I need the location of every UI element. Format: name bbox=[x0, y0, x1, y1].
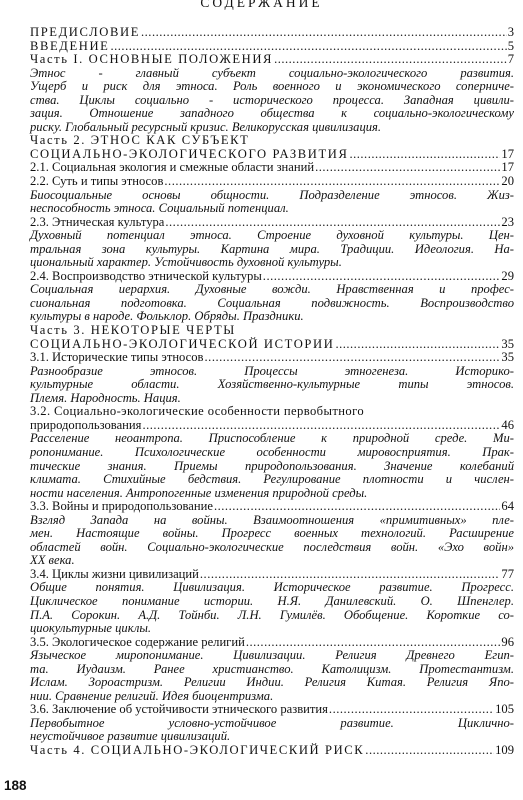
annotation-line: П.А. Сорокин. А.Д. Тойнби. Л.Н. Гумилёв. Обобщение. Короткие со- bbox=[30, 607, 514, 622]
annotation-line: мен. Настоящие войны. Прогресс военных технологий. Расширение bbox=[30, 526, 514, 541]
annotation-line: ности населения. Антропогенные изменения природной среды. bbox=[30, 485, 368, 500]
dot-leader bbox=[246, 636, 501, 650]
toc-entry[interactable] bbox=[30, 351, 514, 365]
annotation-line: неустойчивое развитие цивилизаций. bbox=[30, 729, 231, 744]
toc-entry[interactable] bbox=[30, 161, 514, 175]
dot-leader bbox=[141, 26, 507, 40]
toc-entry[interactable] bbox=[30, 148, 514, 162]
annotation-line: Биосоциальные основы общности. Подразделение этносов. Жиз- bbox=[30, 187, 514, 202]
toc-entry-label: ПРЕДИСЛОВИЕ bbox=[30, 25, 140, 39]
annotation-line: XX века. bbox=[30, 553, 75, 568]
toc-annotation bbox=[30, 229, 514, 270]
annotation-line: Духовный потенциал этноса. Строение духовной культуры. Цен- bbox=[30, 228, 514, 243]
annotation-line: Этнос - главный субъект социально-экологического развития. bbox=[30, 65, 514, 80]
toc-entry[interactable] bbox=[30, 703, 514, 717]
toc-entry-label: Часть 4. СОЦИАЛЬНО-ЭКОЛОГИЧЕСКИЙ РИСК bbox=[30, 742, 365, 757]
toc-entry[interactable] bbox=[30, 175, 514, 189]
dot-leader bbox=[164, 175, 500, 189]
annotation-line: Ислам. Зороастризм. Религии Индии. Религия Китая. Религия Япо- bbox=[30, 675, 514, 690]
toc-entry-page: 35 bbox=[501, 336, 514, 351]
toc-entry-page: 46 bbox=[501, 417, 514, 432]
page-number: 188 bbox=[4, 778, 27, 793]
toc-entry-page: 5 bbox=[507, 38, 514, 53]
page-title: СОДЕРЖАНИЕ bbox=[200, 0, 323, 10]
annotation-line: Племя. Народность. Нация. bbox=[30, 390, 181, 405]
toc-heading-line: Часть 2. ЭТНОС КАК СУБЪЕКТ bbox=[30, 133, 250, 148]
toc-entry[interactable] bbox=[30, 636, 514, 650]
toc-entry-page: 3 bbox=[507, 25, 514, 39]
annotation-line: циокультурные циклы. bbox=[30, 621, 152, 636]
toc-entry-page: 17 bbox=[501, 160, 514, 175]
dot-leader bbox=[365, 744, 494, 758]
annotation-line: Расселение неоантропа. Приспособление к природной среде. Ми- bbox=[30, 431, 514, 446]
toc-entry-page: 23 bbox=[501, 214, 514, 229]
toc-entry-label: 2.2. Суть и типы этносов bbox=[30, 174, 164, 189]
toc-annotation bbox=[30, 432, 514, 500]
toc-annotation bbox=[30, 67, 514, 135]
toc-entry-label: Часть I. ОСНОВНЫЕ ПОЛОЖЕНИЯ bbox=[30, 52, 274, 67]
toc-entry-page: 105 bbox=[495, 702, 514, 717]
dot-leader bbox=[200, 568, 501, 582]
toc-entry-label: 3.3. Войны и природопользование bbox=[30, 499, 213, 514]
annotation-line: областей войн. Социально-экологические последствия войн. «Эхо войн» bbox=[30, 539, 514, 554]
toc-annotation bbox=[30, 365, 514, 406]
toc-entry-page: 20 bbox=[501, 174, 514, 189]
annotation-line: культуры в народе. Фольклор. Обряды. Праздники. bbox=[30, 309, 304, 324]
toc-entry-label: 3.1. Исторические типы этносов bbox=[30, 350, 204, 365]
toc-entry-page: 17 bbox=[501, 146, 514, 161]
dot-leader bbox=[110, 40, 506, 54]
toc-entry[interactable] bbox=[30, 40, 514, 54]
toc-entry-page: 109 bbox=[495, 742, 514, 757]
toc-entry-page: 64 bbox=[501, 499, 514, 514]
toc-annotation bbox=[30, 717, 514, 744]
dot-leader bbox=[315, 161, 500, 175]
dot-leader bbox=[263, 270, 501, 284]
annotation-line: тические знания. Приемы природопользования. Значение колебаний bbox=[30, 458, 514, 473]
annotation-line: ства. Циклы социально - исторического процесса. Западная цивили- bbox=[30, 92, 514, 107]
toc-annotation bbox=[30, 649, 514, 703]
annotation-line: риску. Глобальный ресурсный кризис. Великорусская цивилизация. bbox=[30, 119, 382, 134]
annotation-line: циональный характер. Устойчивость духовной культуры. bbox=[30, 255, 342, 270]
dot-leader bbox=[335, 338, 500, 352]
annotation-line: тральная зона культуры. Картина мира. Традиции. Идеология. На- bbox=[30, 241, 514, 256]
toc-entry-label: СОЦИАЛЬНО-ЭКОЛОГИЧЕСКОЙ ИСТОРИИ bbox=[30, 336, 335, 351]
toc-entry-label: 3.6. Заключение об устойчивости этнического развития bbox=[30, 702, 328, 717]
annotation-line: сиональная подготовка. Социальная подвижность. Воспроизводство bbox=[30, 295, 514, 310]
annotation-line: неспособность этноса. Социальный потенциал. bbox=[30, 201, 289, 216]
dot-leader bbox=[329, 703, 494, 717]
annotation-line: Разнообразие этносов. Процессы этногенеза. Историко- bbox=[30, 363, 514, 378]
toc-entry-label: СОЦИАЛЬНО-ЭКОЛОГИЧЕСКОГО РАЗВИТИЯ bbox=[30, 146, 349, 161]
toc-heading-line: Часть 3. НЕКОТОРЫЕ ЧЕРТЫ bbox=[30, 323, 236, 338]
annotation-line: та. Иудаизм. Ранее христианство. Католицизм. Протестантизм. bbox=[30, 661, 514, 676]
dot-leader bbox=[205, 351, 501, 365]
table-of-contents bbox=[30, 26, 514, 758]
toc-entry-label: 2.3. Этническая культура bbox=[30, 214, 165, 229]
dot-leader bbox=[142, 419, 500, 433]
toc-entry[interactable] bbox=[30, 216, 514, 230]
toc-entry-label: 2.1. Социальная экология и смежные области знаний bbox=[30, 160, 315, 175]
dot-leader bbox=[274, 53, 507, 67]
annotation-line: Взгляд Запада на войны. Взаимоотношения «примитивных» пле- bbox=[30, 512, 514, 527]
annotation-line: Первобытное условно-устойчивое развитие. Циклично- bbox=[30, 715, 514, 730]
toc-entry-page: 35 bbox=[501, 350, 514, 365]
toc-entry-label: ВВЕДЕНИЕ bbox=[30, 38, 110, 53]
toc-heading-line: 3.2. Социально-экологические особенности первобытного bbox=[30, 404, 365, 419]
toc-entry[interactable] bbox=[30, 26, 514, 40]
toc-annotation bbox=[30, 581, 514, 635]
toc-entry-page: 96 bbox=[501, 634, 514, 649]
dot-leader bbox=[349, 148, 500, 162]
toc-entry[interactable] bbox=[30, 270, 514, 284]
annotation-line: Социальная иерархия. Духовные вожди. Нравственная и профес- bbox=[30, 282, 514, 297]
annotation-line: Языческое миропонимание. Цивилизации. Религия Древнего Егип- bbox=[30, 648, 514, 663]
toc-entry[interactable] bbox=[30, 744, 514, 758]
annotation-line: климата. Стихийные бедствия. Регулирование плотности и числен- bbox=[30, 472, 514, 487]
toc-entry-label: 3.5. Экологическое содержание религий bbox=[30, 634, 245, 649]
annotation-line: нии. Сравнение религий. Идея биоцентризма. bbox=[30, 688, 274, 703]
dot-leader bbox=[165, 216, 500, 230]
toc-entry-page: 77 bbox=[501, 566, 514, 581]
annotation-line: зация. Отношение западного общества к социально-экологическому bbox=[30, 106, 514, 121]
toc-annotation bbox=[30, 189, 514, 216]
toc-entry-label: природопользования bbox=[30, 417, 142, 432]
annotation-line: культурные области. Хозяйственно-культурные типы этносов. bbox=[30, 377, 514, 392]
dot-leader bbox=[214, 500, 500, 514]
toc-entry[interactable] bbox=[30, 419, 514, 433]
annotation-line: Общие понятия. Цивилизация. Историческое развитие. Прогресс. bbox=[30, 580, 514, 595]
annotation-line: Циклическое понимание истории. Н.Я. Данилевский. О. Шпенглер. bbox=[30, 593, 514, 608]
toc-entry-page: 7 bbox=[507, 52, 514, 67]
toc-entry[interactable] bbox=[30, 500, 514, 514]
toc-entry-label: 2.4. Воспроизводство этнической культуры bbox=[30, 268, 262, 283]
toc-annotation bbox=[30, 514, 514, 568]
toc-annotation bbox=[30, 283, 514, 324]
toc-entry[interactable] bbox=[30, 53, 514, 67]
toc-entry[interactable] bbox=[30, 338, 514, 352]
toc-entry-page: 29 bbox=[501, 268, 514, 283]
annotation-line: Ущерб и риск для этноса. Роль военного и экономического соперниче- bbox=[30, 79, 514, 94]
toc-entry-label: 3.4. Циклы жизни цивилизаций bbox=[30, 566, 199, 581]
toc-entry[interactable] bbox=[30, 568, 514, 582]
annotation-line: ропонимание. Психологические особенности мировосприятия. Прак- bbox=[30, 444, 514, 459]
